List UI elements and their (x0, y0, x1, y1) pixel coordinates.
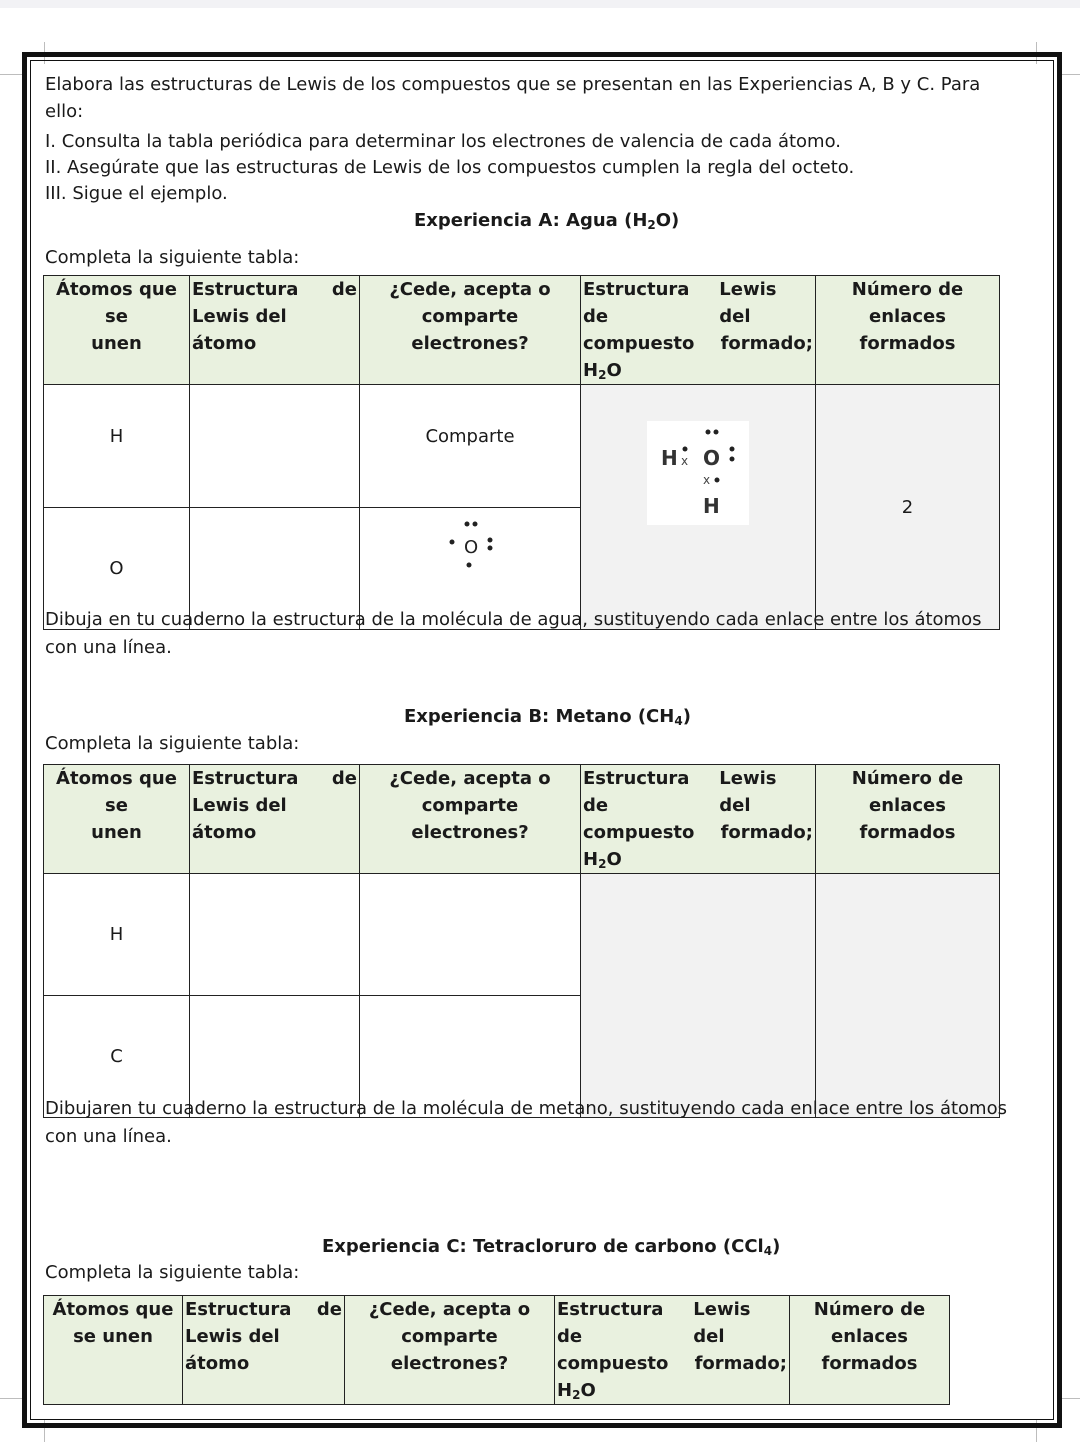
step-1: I. Consulta la tabla periódica para determinar los electrones de valencia de cada átomo. (45, 131, 841, 152)
document-page (0, 8, 1080, 1451)
bonds-cell: 2 (816, 385, 1000, 630)
electron-x: x (703, 473, 711, 487)
electron-x: x (681, 454, 689, 468)
water-lewis-diagram (647, 421, 749, 525)
compound-h-bottom: H (703, 494, 720, 518)
atom-cell: H (44, 385, 190, 508)
header-atoms: Átomos que se unen (44, 276, 190, 385)
lewis-compound-cell (581, 874, 816, 1118)
crop-mark (0, 74, 22, 75)
water-lewis-structure (647, 421, 749, 525)
oxygen-lewis-structure (441, 516, 499, 572)
header-lewis-compound: Estructura de Lewis del compuesto formado; $H_2O$ (581, 276, 816, 385)
header-lewis-atom: Estructura de Lewis del átomo (190, 276, 360, 385)
header-bonds: Número de enlaces formados (816, 276, 1000, 385)
experience-c-instruction: Completa la siguiente tabla: (45, 1262, 300, 1283)
bonds-cell (816, 874, 1000, 1118)
lewis-compound-cell (581, 385, 816, 630)
action-cell (360, 874, 581, 996)
action-cell: Comparte (360, 385, 581, 508)
compound-h-left: H (661, 446, 678, 470)
header-lewis-compound: Estructura de Lewis del compuesto formado; $H_2O$ (581, 765, 816, 874)
experience-b-table (43, 764, 1000, 1118)
electron-dot (467, 563, 472, 568)
experience-b-note-2: con una línea. (45, 1126, 172, 1147)
experience-a-note-2: con una línea. (45, 637, 172, 658)
table-header-row (44, 1296, 950, 1405)
atom-cell: O (44, 508, 190, 630)
experience-b-instruction: Completa la siguiente tabla: (45, 733, 300, 754)
header-electrons: ¿Cede, acepta o comparte electrones? (345, 1296, 555, 1405)
experience-c-table (43, 1295, 950, 1405)
electron-dot (488, 546, 493, 551)
electron-dot (488, 538, 493, 543)
experience-b-note-1: Dibujaren tu cuaderno la estructura de la molécula de metano, sustituyendo cada enlace entre los átomos (45, 1098, 1007, 1119)
electron-dot (730, 457, 735, 462)
experience-a-title: Experiencia A: Agua $(H_2O)$ (414, 210, 680, 232)
header-bonds: Número de enlaces formados (816, 765, 1000, 874)
header-electrons: ¿Cede, acepta o comparte electrones? (360, 276, 581, 385)
intro-line-2: ello: (45, 101, 84, 122)
header-lewis-atom: Estructura de Lewis del átomo (183, 1296, 345, 1405)
experience-a-instruction: Completa la siguiente tabla: (45, 247, 300, 268)
header-electrons: ¿Cede, acepta o comparte electrones? (360, 765, 581, 874)
electron-dot (450, 540, 455, 545)
experience-a-table (43, 275, 1000, 630)
atom-cell: C (44, 996, 190, 1118)
lewis-atom-cell (190, 385, 360, 508)
electron-dot (730, 447, 735, 452)
table-row (44, 874, 1000, 996)
atom-cell: H (44, 874, 190, 996)
experience-b-title: Experiencia B: Metano $(CH_4)$ (404, 706, 691, 728)
oxygen-lewis-diagram (441, 516, 499, 572)
electron-dot (465, 522, 470, 527)
experience-c-title: Experiencia C: Tetracloruro de carbono (CCl$_4$) (322, 1236, 781, 1258)
electron-dot (706, 430, 711, 435)
table-header-row (44, 276, 1000, 385)
oxygen-symbol: O (464, 537, 479, 558)
step-3: III. Sigue el ejemplo. (45, 183, 228, 204)
intro-line-1: Elabora las estructuras de Lewis de los compuestos que se presentan en las Experiencias A, B y C. Para (45, 74, 981, 95)
header-bonds: Número de enlaces formados (790, 1296, 950, 1405)
experience-a-note-1: Dibuja en tu cuaderno la estructura de la molécula de agua, sustituyendo cada enlace entre los átomos (45, 609, 982, 630)
electron-dot (714, 430, 719, 435)
compound-o: O (703, 446, 721, 470)
electron-dot (473, 522, 478, 527)
electron-dot (683, 447, 688, 452)
crop-mark (0, 1398, 22, 1399)
lewis-atom-cell (190, 874, 360, 996)
header-lewis-atom: Estructura de Lewis del átomo (190, 765, 360, 874)
table-header-row (44, 765, 1000, 874)
electron-dot (715, 478, 720, 483)
table-row (44, 385, 1000, 508)
header-lewis-compound: Estructura de Lewis del compuesto formado; $H_2O$ (555, 1296, 790, 1405)
step-2: II. Asegúrate que las estructuras de Lewis de los compuestos cumplen la regla del octeto. (45, 157, 855, 178)
header-atoms: Átomos que se unen (44, 765, 190, 874)
header-atoms: Átomos que se unen (44, 1296, 183, 1405)
